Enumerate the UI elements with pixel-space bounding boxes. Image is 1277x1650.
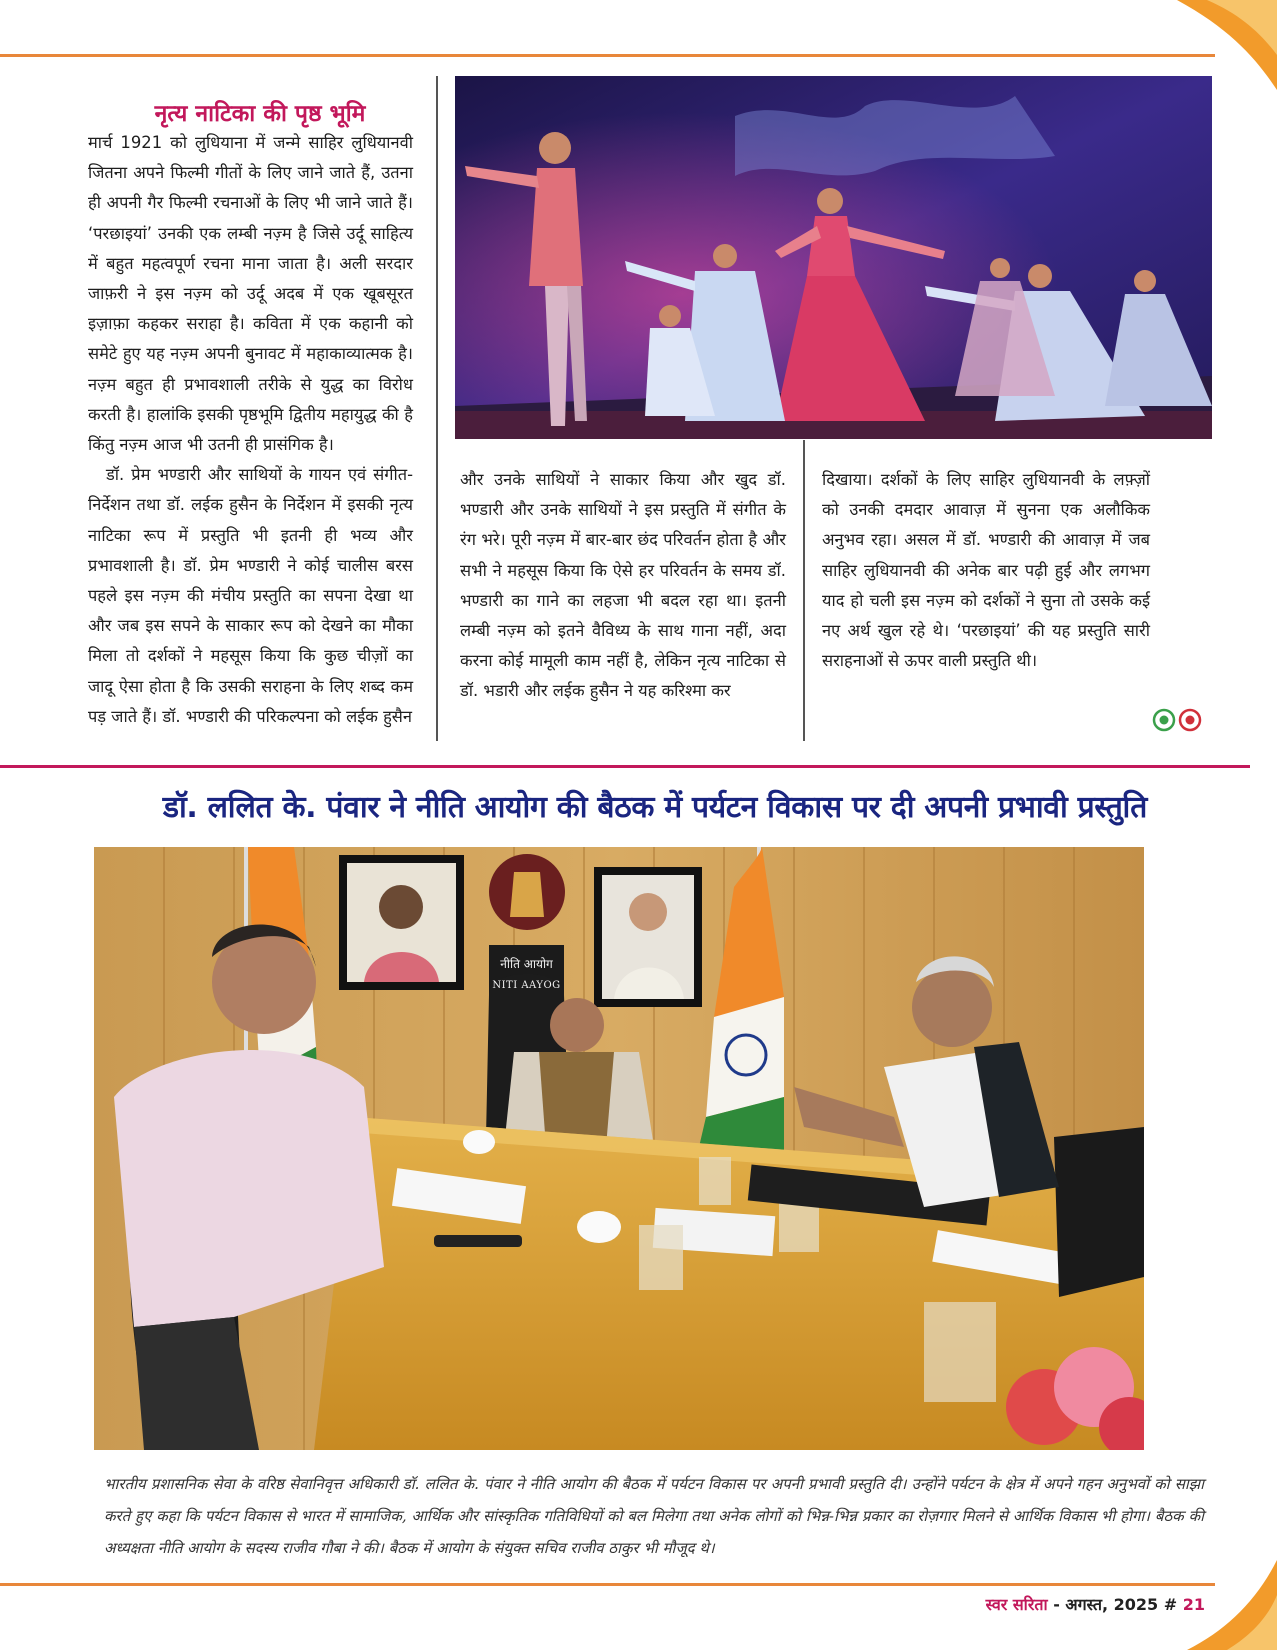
article-column-1: [88, 128, 413, 732]
article-column-3: [822, 465, 1150, 676]
news-headline: डॉ. ललित के. पंवार ने नीति आयोग की बैठक में पर्यटन विकास पर दी अपनी प्रभावी प्रस्तुति: [162, 790, 1148, 825]
issue-date: - अगस्त, 2025 #: [1047, 1595, 1183, 1614]
dance-performance-photo: [455, 76, 1212, 439]
section-divider: [0, 765, 1250, 768]
article-paragraph: डॉ. प्रेम भण्डारी और साथियों के गायन एवं संगीत-निर्देशन तथा डॉ. लईक हुसैन के निर्देशन में इसकी नृत्य नाटिका रूप में प्रस्तुति भी इतनी ही भव्य और प्रभावशाली है। डॉ. प्रेम भण्डारी ने कोई चालीस बरस पहले इस नज़्म की मंचीय प्रस्तुति का सपना देखा था और जब इस सपने के साकार रूप को देखने का मौका मिला तो दर्शकों ने महसूस किया कि कुछ चीज़ों का जादू ऐसा होता है कि उसकी सराहना के लिए शब्द कम पड़ जाते हैं। डॉ. भण्डारी की परिकल्पना को लईक हुसैन: [88, 465, 413, 726]
page-number: 21: [1182, 1595, 1205, 1614]
column-divider: [803, 440, 805, 741]
niti-aayog-sign: [491, 947, 562, 1001]
page-footer: [986, 1593, 1205, 1615]
article-paragraph: और उनके साथियों ने साकार किया और खुद डॉ. भण्डारी और उनके साथियों ने इस प्रस्तुति में संगीत के रंग भरे। पूरी नज़्म में बार-बार छंद परिवर्तन होता है और सभी ने महसूस किया कि ऐसे हर परिवर्तन के समय डॉ. भण्डारी का गाने का लहजा भी बदल रहा था। इतनी लम्बी नज़्म को इतने वैविध्य के साथ गाना नहीं, अदा करना कोई मामूली काम नहीं है, लेकिन नृत्य नाटिका से डॉ. भडारी और लईक हुसैन ने यह करिश्मा कर: [460, 470, 786, 701]
sign-text-hindi: नीति आयोग: [500, 957, 553, 971]
niti-aayog-meeting-photo: [94, 847, 1144, 1450]
article-paragraph: मार्च 1921 को लुधियाना में जन्मे साहिर लुधियानवी जितना अपने फिल्मी गीतों के लिए जाने जाते हैं, उतना ही अपनी गैर फिल्मी रचनाओं के लिए भी जाने जाते हैं। ‘परछाइयां’ उनकी एक लम्बी नज़्म है जिसे उर्दू साहित्य में बहुत महत्वपूर्ण रचना माना जाता है। अली सरदार जाफ़री ने इस नज़्म को उर्दू अदब में एक खूबसूरत इज़ाफ़ा कहकर सराहा है। कविता में एक कहानी को समेटे हुए यह नज़्म अपनी बुनावट में महाकाव्यात्मक है। नज़्म बहुत ही प्रभावशाली तरीके से युद्ध का विरोध करती है। हालांकि इसकी पृष्ठभूमि द्वितीय महायुद्ध की है किंतु नज़्म आज भी उतनी ही प्रासंगिक है।: [88, 133, 413, 455]
photo-caption: भारतीय प्रशासनिक सेवा के वरिष्ठ सेवानिवृत्त अधिकारी डॉ. ललित के. पंवार ने नीति आयोग की बैठक में पर्यटन विकास पर अपनी प्रभावी प्रस्तुति दी। उन्होंने पर्यटन के क्षेत्र में अपने गहन अनुभवों को साझा करते हुए कहा कि पर्यटन विकास से भारत में सामाजिक, आर्थिक और सांस्कृतिक गतिविधियों को बल मिलेगा तथा अनेक लोगों को भिन्न-भिन्न प्रकार का रोज़गार मिलने से आर्थिक विकास भी होगा। बैठक की अध्यक्षता नीति आयोग के सदस्य राजीव गौबा ने की। बैठक में आयोग के संयुक्त सचिव राजीव ठाकुर भी मौजूद थे।: [104, 1475, 1204, 1557]
column-divider: [436, 76, 438, 741]
magazine-name: स्वर सरिता: [985, 1595, 1048, 1614]
end-of-article-icon: [1152, 708, 1204, 732]
sign-text-english: NITI AAYOG: [492, 980, 561, 991]
top-rule: [0, 54, 1215, 57]
article-column-2: [460, 465, 786, 707]
article-paragraph: दिखाया। दर्शकों के लिए साहिर लुधियानवी के लफ़्ज़ों को उनकी दमदार आवाज़ में सुनना एक अलौकिक अनुभव रहा। असल में डॉ. भण्डारी की आवाज़ में जब साहिर लुधियानवी की अनेक बार पढ़ी हुई और लगभग याद हो चली इस नज़्म को दर्शकों ने सुना तो उसके कई नए अर्थ खुल रहे थे। ‘परछाइयां’ की यह प्रस्तुति सारी सराहनाओं से ऊपर वाली प्रस्तुति थी।: [822, 470, 1150, 671]
article-title: नृत्य नाटिका की पृष्ठ भूमि: [154, 101, 366, 127]
bottom-rule: [0, 1583, 1215, 1586]
